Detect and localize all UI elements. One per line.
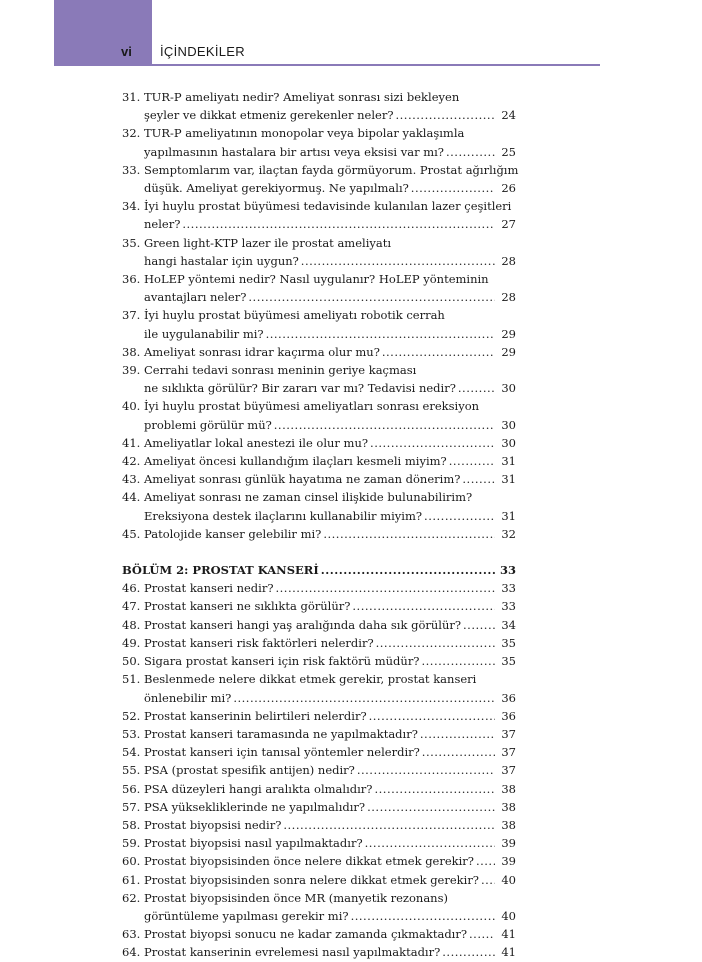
toc-entry-line — [122, 525, 516, 543]
toc-entry-title: Prostat kanseri taramasında ne yapılmaktadır? — [144, 726, 418, 741]
chapter-title: BÖLÜM 2: PROSTAT KANSERİ — [122, 563, 319, 578]
toc-page-number: 30 — [501, 381, 516, 396]
toc-page-number: 34 — [501, 617, 516, 632]
toc-entry-number: 36. — [122, 272, 141, 287]
toc-entry-title: Patolojide kanser gelebilir mi? — [144, 526, 322, 541]
toc-entry-line — [122, 871, 516, 889]
toc-leader-dots — [301, 252, 495, 270]
toc-entry-title: Prostat kanseri risk faktörleri nelerdir? — [144, 635, 374, 650]
toc-page-number: 40 — [501, 872, 516, 887]
toc-leader-dots — [396, 106, 496, 124]
toc-entry-title: Prostat biyopsisi nedir? — [144, 817, 282, 832]
toc-entry-number: 63. — [122, 927, 141, 942]
toc-entry-number: 55. — [122, 763, 141, 778]
toc-entry-number: 64. — [122, 945, 141, 960]
toc-entry-line — [122, 106, 516, 124]
toc-page-number: 28 — [501, 253, 516, 268]
toc-entry-title: Prostat biyopsisinden önce MR (manyetik rezonans) — [144, 890, 448, 905]
toc-entry-title: Prostat kanseri ne sıklıkta görülür? — [144, 599, 351, 614]
toc-page-number: 41 — [501, 945, 516, 960]
toc-entry-title: Ameliyat sonrası günlük hayatıma ne zaman dönerim? — [144, 472, 461, 487]
toc-page-number: 37 — [501, 763, 516, 778]
toc-leader-dots — [357, 761, 495, 779]
toc-leader-dots — [476, 852, 495, 870]
toc-page-number: 36 — [501, 690, 516, 705]
toc-entry-line — [122, 925, 516, 943]
toc-leader-dots — [411, 179, 495, 197]
chapter-page-number: 33 — [499, 563, 516, 578]
toc-entry-line — [122, 397, 516, 415]
toc-entry-title: Prostat kanserinin belirtileri nelerdir? — [144, 708, 367, 723]
running-header-title: İÇİNDEKİLER — [160, 44, 245, 59]
toc-entry-number: 38. — [122, 344, 141, 359]
toc-entry-line — [122, 834, 516, 852]
toc-page-number: 31 — [501, 472, 516, 487]
toc-entry-title: hangi hastalar için uygun? — [144, 253, 299, 268]
toc-entry-title: Prostat biyopsisinden önce nelere dikkat etmek gerekir? — [144, 854, 474, 869]
toc-page-number: 39 — [501, 836, 516, 851]
toc-entry-number: 47. — [122, 599, 141, 614]
toc-entry-title: TUR-P ameliyatı nedir? Ameliyat sonrası sizi bekleyen — [144, 90, 460, 104]
toc-entry-line — [122, 725, 516, 743]
toc-page-number: 39 — [501, 854, 516, 869]
toc-entry-title: neler? — [144, 217, 181, 232]
toc-leader-dots — [276, 579, 496, 597]
toc-leader-dots — [351, 907, 495, 925]
toc-entry-title: avantajları neler? — [144, 290, 247, 305]
toc-leader-dots — [420, 725, 495, 743]
toc-page-number: 28 — [501, 290, 516, 305]
toc-entry-number: 40. — [122, 399, 141, 414]
toc-entry-line — [122, 889, 516, 907]
toc-entry-number: 57. — [122, 799, 141, 814]
toc-entry-line — [122, 634, 516, 652]
toc-entry-line — [122, 616, 516, 634]
toc-entry-title: Ameliyat öncesi kullandığım ilaçları kesmeli miyim? — [144, 454, 447, 469]
toc-page-number: 25 — [501, 144, 516, 159]
header-rule — [54, 64, 600, 66]
toc-entry-number: 45. — [122, 526, 141, 541]
toc-entry-title: Prostat kanserinin evrelemesi nasıl yapılmaktadır? — [144, 945, 441, 960]
toc-entry-number: 35. — [122, 235, 141, 250]
toc-entry-line — [122, 670, 516, 688]
toc-entry-line — [122, 597, 516, 615]
toc-leader-dots — [374, 780, 495, 798]
toc-entry-number: 50. — [122, 654, 141, 669]
toc-page-number: 37 — [501, 726, 516, 741]
toc-leader-dots — [382, 343, 495, 361]
toc-entry-number: 48. — [122, 617, 141, 632]
toc-entry-number: 54. — [122, 745, 141, 760]
toc-leader-dots — [463, 616, 495, 634]
toc-entry-title: Green light-KTP lazer ile prostat ameliyatı — [144, 235, 392, 250]
toc-entry-title: görüntüleme yapılması gerekir mi? — [144, 908, 349, 923]
toc-page-number: 29 — [501, 344, 516, 359]
toc-entry-line — [122, 161, 519, 179]
toc-entry-title: Prostat biyopsisinden sonra nelere dikkat etmek gerekir? — [144, 872, 479, 887]
toc-leader-dots — [421, 652, 495, 670]
toc-entry-line — [122, 798, 516, 816]
toc-entry-title: Beslenmede nelere dikkat etmek gerekir, prostat kanseri — [144, 672, 477, 687]
toc-entry-number: 46. — [122, 581, 141, 596]
toc-entry-line — [122, 416, 516, 434]
toc-page-number: 30 — [501, 435, 516, 450]
toc-leader-dots — [233, 689, 495, 707]
toc-entry-line — [122, 452, 516, 470]
toc-entry-line — [122, 470, 516, 488]
toc-entry-title: Prostat kanseri için tanısal yöntemler nelerdir? — [144, 745, 420, 760]
toc-entry-number: 53. — [122, 726, 141, 741]
toc-entry-title: ile uygulanabilir mi? — [144, 326, 264, 341]
toc-entry-title: şeyler ve dikkat etmeniz gerekenler neler? — [144, 108, 394, 123]
toc-entry-title: Ameliyatlar lokal anestezi ile olur mu? — [144, 435, 369, 450]
toc-entry-number: 41. — [122, 435, 141, 450]
toc-entry-title: yapılmasının hastalara bir artısı veya eksisi var mı? — [144, 144, 444, 159]
toc-entry-line — [122, 124, 516, 142]
toc-entry-line — [122, 488, 516, 506]
toc-entry-title: Prostat kanseri nedir? — [144, 581, 274, 596]
toc-page-number: 31 — [501, 454, 516, 469]
toc-leader-dots — [365, 834, 495, 852]
toc-entry-line — [122, 816, 516, 834]
toc-entry-line — [122, 88, 516, 106]
toc-page-number: 38 — [501, 817, 516, 832]
toc-entry-line — [122, 270, 516, 288]
chapter-heading — [122, 561, 516, 579]
toc-entry-title: PSA yüksekliklerinde ne yapılmalıdır? — [144, 799, 366, 814]
toc-entry-line — [122, 943, 516, 961]
toc-entry-line — [122, 197, 516, 215]
toc-entry-line — [122, 143, 516, 161]
toc-leader-dots — [321, 561, 495, 579]
toc-entry-title: önlenebilir mi? — [144, 690, 232, 705]
toc-entry-line — [122, 234, 516, 252]
toc-entry-number: 32. — [122, 126, 141, 141]
toc-entry-number: 52. — [122, 708, 141, 723]
toc-entry-line — [122, 852, 516, 870]
toc-page-number: 38 — [501, 781, 516, 796]
toc-leader-dots — [370, 434, 495, 452]
toc-page-number: 33 — [501, 581, 516, 596]
toc-leader-dots — [422, 743, 495, 761]
toc-entry-title: düşük. Ameliyat gerekiyormuş. Ne yapılmalı? — [144, 181, 409, 196]
toc-entry-line — [122, 579, 516, 597]
toc-entry-title: İyi huylu prostat büyümesi ameliyatları sonrası ereksiyon — [144, 399, 480, 414]
toc-entry-title: Ereksiyona destek ilaçlarını kullanabilir miyim? — [144, 508, 423, 523]
toc-page-number: 29 — [501, 326, 516, 341]
toc-entry-number: 33. — [122, 162, 141, 177]
toc-entry-title: ne sıklıkta görülür? Bir zararı var mı? Tedavisi nedir? — [144, 381, 456, 396]
toc-page-number: 41 — [501, 927, 516, 942]
header-color-block — [54, 0, 152, 66]
toc-leader-dots — [274, 416, 495, 434]
toc-entry-line — [122, 179, 516, 197]
toc-leader-dots — [182, 215, 495, 233]
toc-entry-title: Prostat biyopsi sonucu ne kadar zamanda çıkmaktadır? — [144, 927, 468, 942]
toc-page-number: 40 — [501, 908, 516, 923]
toc-entry-number: 39. — [122, 363, 141, 378]
toc-entry-title: Sigara prostat kanseri için risk faktörü müdür? — [144, 654, 420, 669]
toc-leader-dots — [352, 597, 495, 615]
toc-entry-title: Semptomlarım var, ilaçtan fayda görmüyorum. Prostat ağırlığım — [144, 162, 519, 177]
toc-page-number: 37 — [501, 745, 516, 760]
toc-entry-title: PSA düzeyleri hangi aralıkta olmalıdır? — [144, 781, 373, 796]
page-number: vi — [121, 44, 132, 59]
toc-leader-dots — [266, 325, 495, 343]
toc-page-number: 26 — [501, 181, 516, 196]
toc-leader-dots — [367, 798, 495, 816]
toc-entry-line — [122, 343, 516, 361]
toc-entry-title: Cerrahi tedavi sonrası meninin geriye kaçması — [144, 363, 417, 378]
toc-entry-number: 43. — [122, 472, 141, 487]
toc-entry-title: Prostat biyopsisi nasıl yapılmaktadır? — [144, 836, 363, 851]
toc-entry-line — [122, 743, 516, 761]
toc-leader-dots — [369, 707, 495, 725]
section-gap — [122, 543, 516, 561]
toc-entry-line — [122, 434, 516, 452]
toc-leader-dots — [376, 634, 495, 652]
toc-leader-dots — [449, 452, 495, 470]
toc-entry-line — [122, 507, 516, 525]
toc-entry-line — [122, 306, 516, 324]
toc-entry-number: 44. — [122, 490, 141, 505]
toc-entry-line — [122, 761, 516, 779]
toc-entry-number: 58. — [122, 817, 141, 832]
toc-entry-line — [122, 780, 516, 798]
toc-leader-dots — [462, 470, 495, 488]
toc-entry-line — [122, 215, 516, 233]
toc-entry-title: TUR-P ameliyatının monopolar veya bipolar yaklaşımla — [144, 126, 465, 141]
toc-page-number: 33 — [501, 599, 516, 614]
toc-entry-title: Ameliyat sonrası idrar kaçırma olur mu? — [144, 344, 380, 359]
toc-entry-line — [122, 252, 516, 270]
toc-leader-dots — [323, 525, 495, 543]
toc-entry-number: 59. — [122, 836, 141, 851]
toc-page-number: 35 — [501, 654, 516, 669]
toc-leader-dots — [446, 143, 495, 161]
toc-entry-number: 42. — [122, 454, 141, 469]
table-of-contents — [122, 88, 519, 962]
toc-entry-line — [122, 325, 516, 343]
toc-entry-line — [122, 361, 516, 379]
toc-entry-line — [122, 907, 516, 925]
toc-entry-number: 51. — [122, 672, 141, 687]
toc-entry-title: HoLEP yöntemi nedir? Nasıl uygulanır? HoLEP yönteminin — [144, 272, 489, 287]
toc-entry-line — [122, 288, 516, 306]
toc-entry-title: İyi huylu prostat büyümesi ameliyatı robotik cerrah — [144, 308, 445, 323]
toc-leader-dots — [469, 925, 495, 943]
toc-page-number: 38 — [501, 799, 516, 814]
toc-leader-dots — [458, 379, 495, 397]
toc-entry-line — [122, 689, 516, 707]
toc-leader-dots — [248, 288, 495, 306]
toc-entry-title: Prostat kanseri hangi yaş aralığında daha sık görülür? — [144, 617, 462, 632]
toc-entry-number: 62. — [122, 890, 141, 905]
toc-page-number: 31 — [501, 508, 516, 523]
toc-page-number: 30 — [501, 417, 516, 432]
toc-entry-line — [122, 707, 516, 725]
toc-entry-line — [122, 652, 516, 670]
toc-leader-dots — [424, 507, 495, 525]
toc-leader-dots — [283, 816, 495, 834]
toc-page-number: 32 — [501, 526, 516, 541]
toc-entry-number: 49. — [122, 635, 141, 650]
toc-entry-title: Ameliyat sonrası ne zaman cinsel ilişkide bulunabilirim? — [144, 490, 473, 505]
toc-entry-title: problemi görülür mü? — [144, 417, 272, 432]
toc-entry-title: İyi huylu prostat büyümesi tedavisinde kulanılan lazer çeşitleri — [144, 199, 512, 214]
toc-leader-dots — [481, 871, 495, 889]
toc-page-number: 35 — [501, 635, 516, 650]
toc-entry-number: 61. — [122, 872, 141, 887]
toc-page-number: 36 — [501, 708, 516, 723]
toc-leader-dots — [442, 943, 495, 961]
toc-page-number: 24 — [501, 108, 516, 123]
toc-entry-number: 34. — [122, 199, 141, 214]
toc-entry-number: 31. — [122, 90, 141, 104]
toc-entry-number: 56. — [122, 781, 141, 796]
toc-entry-number: 37. — [122, 308, 141, 323]
toc-entry-line — [122, 379, 516, 397]
toc-page-number: 27 — [501, 217, 516, 232]
toc-entry-title: PSA (prostat spesifik antijen) nedir? — [144, 763, 355, 778]
toc-entry-number: 60. — [122, 854, 141, 869]
